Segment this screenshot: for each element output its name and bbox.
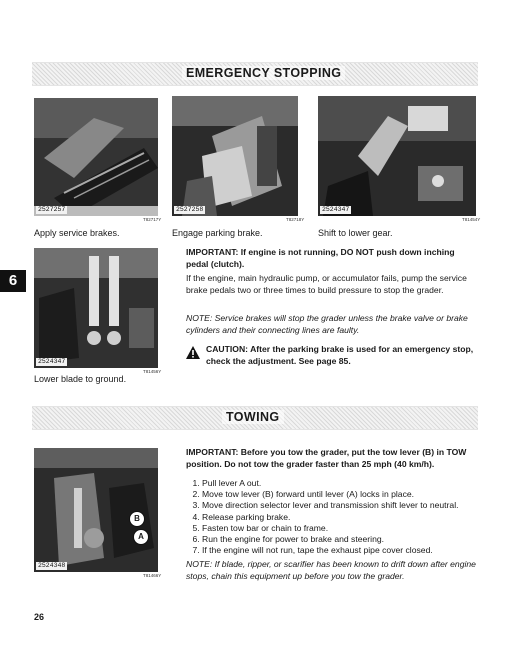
emergency-body-paragraph: If the engine, main hydraulic pump, or accumulator fails, pump the service brake pedals two or three times to build pressure to stop the grader. xyxy=(186,273,467,295)
section-tab-marker: 6 xyxy=(0,270,26,292)
photo-apply-service-brakes xyxy=(34,98,158,216)
photo-1-illustration xyxy=(34,98,158,216)
photo-3-illustration xyxy=(318,96,476,216)
towing-steps-list xyxy=(186,478,494,556)
towing-important-notice: IMPORTANT: Before you tow the grader, put the tow lever (B) in TOW position. Do not tow the grader faster than 25 mph (40 km/h). xyxy=(186,447,467,469)
emergency-stopping-title: EMERGENCY STOPPING xyxy=(182,66,345,80)
towing-step: 6. Run the engine for power to brake and steering. xyxy=(202,534,494,545)
photo-3-ref: T81454Y xyxy=(462,217,481,222)
photo-1-tag: 2527257 xyxy=(38,206,66,213)
photo-2-ref: T82718Y xyxy=(286,217,305,222)
emergency-important-notice: IMPORTANT: If engine is not running, DO NOT push down inching pedal (clutch). xyxy=(186,247,455,269)
photo-lower-blade xyxy=(34,248,158,368)
caption-engage-parking-brake: Engage parking brake. xyxy=(172,228,263,238)
photo-4-ref: T81456Y xyxy=(143,369,162,374)
photo-5-tag: 2524348 xyxy=(38,562,66,569)
photo-tow-levers xyxy=(34,448,158,572)
caution-triangle-icon xyxy=(186,346,200,359)
callout-a-label: A xyxy=(138,532,144,541)
photo-4-illustration xyxy=(34,248,158,368)
page-number: 26 xyxy=(34,612,45,622)
photo-engage-parking-brake xyxy=(172,96,298,216)
photo-5-ref: T81466Y xyxy=(143,573,162,578)
caption-lower-blade: Lower blade to ground. xyxy=(34,374,127,384)
photo-3-tag: 2524347 xyxy=(322,206,350,213)
caution-text: CAUTION: After the parking brake is used for an emergency stop, check the adjustment. See page 85. xyxy=(206,344,474,366)
photo-1-ref: T82717Y xyxy=(143,217,162,222)
emergency-note: NOTE: Service brakes will stop the grader unless the brake valve or brake cylinders and their connecting lines are faulty. xyxy=(186,313,468,335)
towing-step: 1. Pull lever A out. xyxy=(202,478,494,489)
towing-step: 4. Release parking brake. xyxy=(202,512,494,523)
caption-shift-to-lower-gear: Shift to lower gear. xyxy=(318,228,393,238)
towing-title: TOWING xyxy=(222,410,284,424)
emergency-caution xyxy=(186,343,478,367)
emergency-stopping-banner xyxy=(32,62,478,86)
towing-step: 3. Move direction selector lever and transmission shift lever to neutral. xyxy=(202,500,494,511)
photo-2-tag: 2527258 xyxy=(176,206,204,213)
towing-note: NOTE: If blade, ripper, or scarifier has been known to drift down after engine stops, chain this equipment up before you tow the grader. xyxy=(186,559,476,581)
photo-5-illustration xyxy=(34,448,158,572)
towing-banner xyxy=(32,406,478,430)
towing-step: 7. If the engine will not run, tape the exhaust pipe cover closed. xyxy=(202,545,494,556)
callout-b-label: B xyxy=(134,514,140,523)
photo-shift-to-lower-gear xyxy=(318,96,476,216)
photo-2-illustration xyxy=(172,96,298,216)
caption-apply-service-brakes: Apply service brakes. xyxy=(34,228,120,238)
callout-a-marker xyxy=(133,529,149,545)
towing-step: 5. Fasten tow bar or chain to frame. xyxy=(202,523,494,534)
photo-4-tag: 2524347 xyxy=(38,358,66,365)
towing-step: 2. Move tow lever (B) forward until lever (A) locks in place. xyxy=(202,489,494,500)
callout-b-marker xyxy=(129,511,145,527)
